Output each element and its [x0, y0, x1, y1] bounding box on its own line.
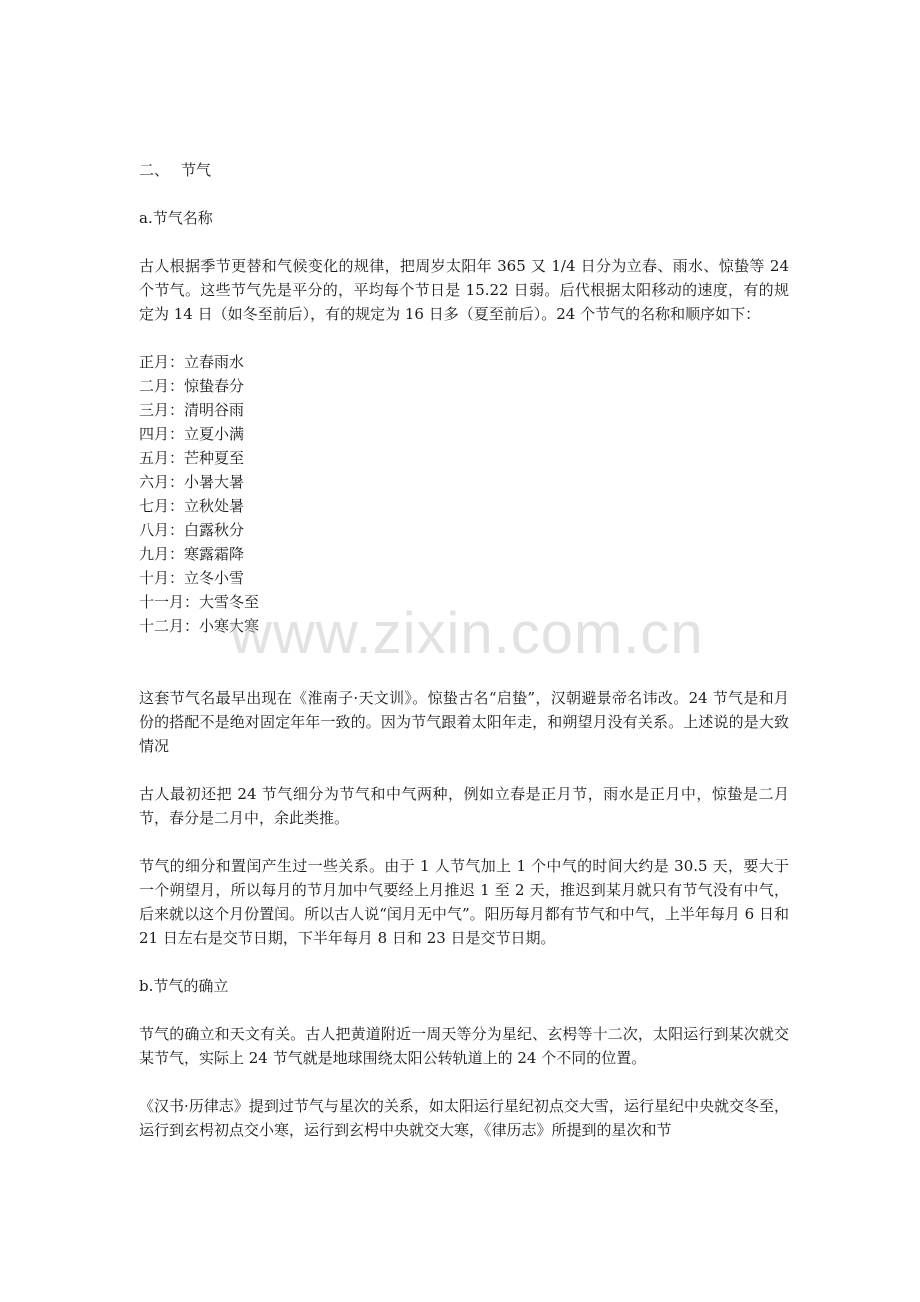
paragraph-intro: 古人根据季节更替和气候变化的规律，把周岁太阳年 365 又 1/4 日分为立春、雨水、惊蛰等 24 个节气。这些节气先是平分的，平均每个节日是 15.22 日弱。后代根据太阳移动的速度，有的规定为 14 日（如冬至前后），有的规定为 16 日多（夏至前后）。24 个节气的名称和顺序如下：: [139, 257, 789, 323]
watermark: www.zixin.com.cn: [230, 601, 704, 666]
month-item: 正月：立春雨水: [139, 353, 245, 371]
paragraph-split: 古人最初还把 24 节气细分为节气和中气两种，例如立春是正月节，雨水是正月中，惊蛰是二月节，春分是二月中，余此类推。: [139, 785, 789, 827]
solar-term-month-list: [139, 350, 789, 638]
month-item: 七月：立秋处暑: [139, 497, 245, 515]
month-item: 十二月：小寒大寒: [139, 617, 260, 635]
month-item: 四月：立夏小满: [139, 425, 245, 443]
section-number: 二、: [139, 161, 170, 179]
paragraph-hanshu: 《汉书·历律志》提到过节气与星次的关系，如太阳运行星纪初点交大雪，运行星纪中央就交冬至，运行到玄枵初点交小寒，运行到玄枵中央就交大寒，《律历志》所提到的星次和节: [139, 1097, 789, 1139]
month-item: 五月：芒种夏至: [139, 449, 245, 467]
section-title: 节气: [181, 161, 212, 179]
month-item: 二月：惊蛰春分: [139, 377, 245, 395]
month-item: 十一月：大雪冬至: [139, 593, 260, 611]
paragraph-leap-month: 节气的细分和置闰产生过一些关系。由于 1 人节气加上 1 个中气的时间大约是 30.5 天，要大于一个朔望月，所以每月的节月加中气要经上月推迟 1 至 2 天，推迟到某月就只有节气没有中气，后来就以这个月份置闰。所以古人说“闰月无中气”。阳历每月都有节气和中气，上半年每月 6 日和 21 日左右是交节日期，下半年每月 8 日和 23 日是交节日期。: [139, 857, 789, 947]
paragraph-astronomy: 节气的确立和天文有关。古人把黄道附近一周天等分为星纪、玄枵等十二次，太阳运行到某次就交某节气，实际上 24 节气就是地球围绕太阳公转轨道上的 24 个不同的位置。: [139, 1025, 789, 1067]
month-item: 三月：清明谷雨: [139, 401, 245, 419]
subsection-title-a: a.节气名称: [139, 209, 213, 227]
month-item: 九月：寒露霜降: [139, 545, 245, 563]
paragraph-origin: 这套节气名最早出现在《淮南子·天文训》。惊蛰古名“启蛰”，汉朝避景帝名讳改。24 节气是和月份的搭配不是绝对固定年年一致的。因为节气跟着太阳年走，和朔望月没有关系。上述说的是大致情况: [139, 689, 789, 755]
month-item: 六月：小暑大暑: [139, 473, 245, 491]
month-item: 十月：立冬小雪: [139, 569, 245, 587]
subsection-title-b: b.节气的确立: [139, 977, 229, 995]
section-heading: [139, 158, 789, 182]
document-page: [139, 158, 789, 1166]
month-item: 八月：白露秋分: [139, 521, 245, 539]
